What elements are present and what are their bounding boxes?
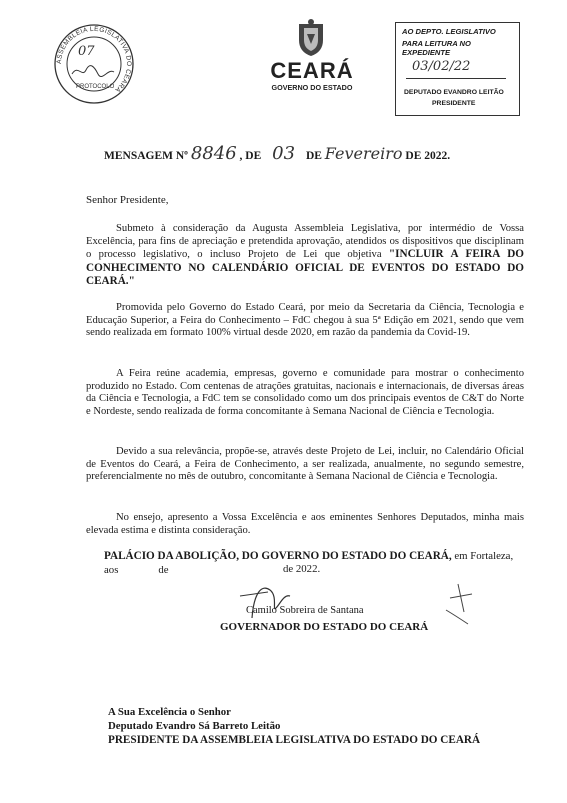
message-sep1: , DE	[239, 150, 262, 162]
paragraph-5	[86, 512, 524, 537]
brand-title: CEARÁ	[270, 58, 354, 83]
paragraph-2	[86, 302, 524, 340]
closing-de: de	[158, 564, 169, 576]
closing-year: de 2022.	[283, 563, 321, 575]
stamp-ring-text: ASSEMBLEIA LEGISLATIVA DO CEARÁ	[55, 25, 133, 94]
paragraph-5-text: No ensejo, apresento a Vossa Excelência e aos eminentes Senhores Deputados, minha mais elevada estima e distinta consideração.	[86, 512, 524, 536]
message-sep2: DE	[305, 150, 322, 162]
stamp-line4: PRESIDENTE	[432, 100, 476, 107]
closing-bold: PALÁCIO DA ABOLIÇÃO, DO GOVERNO DO ESTADO DO CEARÁ,	[104, 550, 452, 562]
brand-subtitle: GOVERNO DO ESTADO	[271, 83, 353, 92]
paragraph-4	[86, 446, 524, 484]
signer-name: Camilo Sobreira de Santana	[246, 605, 364, 616]
message-line	[104, 143, 450, 164]
paragraph-4-text: Devido a sua relevância, propõe-se, através deste Projeto de Lei, incluir, no Calendário Oficial de Eventos do Ceará, a Feira de Conhecimento, a ser realizada, anualmente, no segundo semestre, preferencialmente no mês de outubro, concomitante à Semana Nacional de Ciência e Tecnologia.	[86, 446, 524, 483]
addressee-line3: PRESIDENTE DA ASSEMBLEIA LEGISLATIVA DO ESTADO DO CEARÁ	[108, 734, 481, 746]
closing-rest: em Fortaleza, aos	[104, 550, 514, 576]
addressee-line2: Deputado Evandro Sá Barreto Leitão	[108, 720, 281, 732]
paragraph-1-text: Submeto à consideração da Augusta Assembleia Legislativa, por intermédio de Vossa Excelência, para fins de apreciação e pretendida aprovação, atendidos os dispositivos que disciplinam o processo legislativo, o incluso Projeto de Lei que objetiva	[86, 223, 524, 261]
stamp-date: 03/02/22	[412, 59, 471, 74]
stamp-line3: DEPUTADO EVANDRO LEITÃO	[404, 89, 504, 96]
signer-title: GOVERNADOR DO ESTADO DO CEARÁ	[220, 621, 429, 633]
message-number: 8846	[190, 143, 237, 164]
paragraph-3-text: A Feira reúne academia, empresas, governo e comunidade para mostrar o conhecimento produzido no Estado. Com centenas de atrações gratuitas, nacionais e internacionais, de diversas áreas da Ciência e Tecnologia, a FdC tem se consolidado como um dos principais eventos de C&T do Norte e Nordeste, sendo realizada de forma concomitante à Semana Nacional de Ciência e Tecnologia.	[86, 368, 524, 417]
paragraph-2-text: Promovida pelo Governo do Estado Ceará, por meio da Secretaria da Ciência, Tecnologia e Educação Superior, a Feira do Conhecimento – FdC chegou à sua 5ª Edição em 2021, sendo que vem sendo realizada em formato 100% virtual desde 2020, em razão da pandemia da Covid-19.	[86, 302, 524, 339]
addressee-line1: A Sua Excelência o Senhor	[108, 706, 231, 718]
stamp-line2: PARA LEITURA NO EXPEDIENTE	[402, 39, 471, 57]
stamp-rule	[406, 78, 506, 79]
message-label: MENSAGEM Nº	[104, 150, 188, 162]
stamp-handwritten: 07	[78, 44, 95, 59]
paragraph-1	[86, 223, 524, 289]
salutation: Senhor Presidente,	[86, 194, 169, 206]
protocol-stamp	[52, 22, 136, 106]
coat-of-arms-icon	[295, 18, 327, 58]
stamp-inner-text: PROTOCOLO	[76, 84, 115, 90]
message-year: DE 2022.	[405, 150, 451, 162]
paragraph-1-bold: "INCLUIR A FEIRA DO CONHECIMENTO NO CALENDÁRIO OFICIAL DE EVENTOS DO ESTADO DO CEARÁ."	[86, 248, 524, 288]
stamp-line1: AO DEPTO. LEGISLATIVO	[402, 27, 496, 36]
stamp-signature-scribble	[70, 62, 116, 80]
legislative-stamp	[395, 22, 520, 116]
paragraph-3	[86, 368, 524, 418]
message-month: Fevereiro	[324, 144, 403, 163]
message-day: 03	[272, 143, 296, 164]
